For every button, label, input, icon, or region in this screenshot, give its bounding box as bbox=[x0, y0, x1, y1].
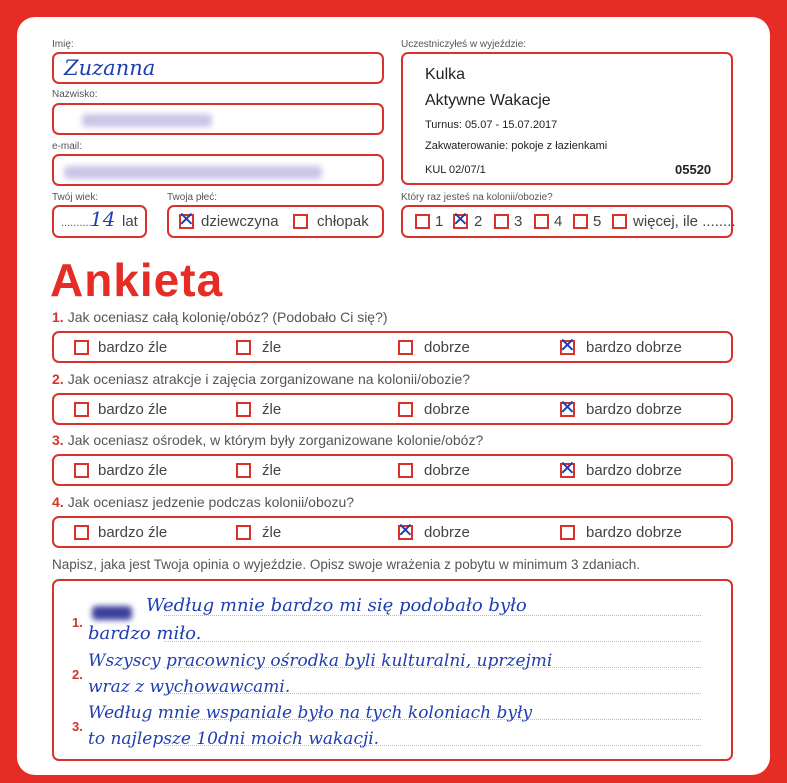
q3-checkbox-bad[interactable] bbox=[236, 463, 251, 478]
opinion-textarea[interactable] bbox=[52, 579, 733, 761]
ruled-line bbox=[164, 641, 701, 642]
first-name-label: Imię: bbox=[52, 39, 74, 50]
q1-checkbox-very-bad[interactable] bbox=[74, 340, 89, 355]
check-mark-icon: ✕ bbox=[559, 333, 576, 357]
check-mark-icon: ✕ bbox=[178, 207, 195, 231]
opinion-line-5: Według mnie wspaniale było na tych koloniach były bbox=[88, 703, 533, 723]
question-text: Jak oceniasz ośrodek, w którym były zorganizowane kolonie/obóz? bbox=[67, 432, 484, 448]
gender-field bbox=[167, 205, 384, 238]
opinion-line-4: wraz z wychowawcami. bbox=[88, 677, 291, 697]
rating-option-label: źle bbox=[262, 339, 282, 356]
question-number: 4. bbox=[52, 494, 64, 510]
opinion-line-2: bardzo miło. bbox=[88, 623, 202, 644]
q3-checkbox-very-good[interactable] bbox=[559, 456, 576, 480]
gender-checkbox-girl[interactable] bbox=[178, 207, 195, 231]
times-checkbox-2[interactable] bbox=[452, 207, 469, 231]
rating-option-label: bardzo źle bbox=[98, 339, 168, 356]
check-mark-icon: ✕ bbox=[397, 518, 414, 542]
q3-checkbox-very-bad[interactable] bbox=[74, 463, 89, 478]
rating-option-label: dobrze bbox=[424, 524, 470, 541]
times-option-more: więcej, ile ........ bbox=[633, 213, 736, 230]
rating-option-label: źle bbox=[262, 462, 282, 479]
question-text: Jak oceniasz atrakcje i zajęcia zorganizowane na kolonii/obozie? bbox=[67, 371, 471, 387]
age-field[interactable] bbox=[52, 205, 147, 238]
page-title: Ankieta bbox=[50, 254, 224, 306]
times-checkbox-more[interactable] bbox=[612, 214, 627, 229]
rating-option-label: źle bbox=[262, 401, 282, 418]
camp-turnus: Turnus: 05.07 - 15.07.2017 bbox=[425, 119, 558, 131]
q1-checkbox-very-good[interactable] bbox=[559, 333, 576, 357]
q2-checkbox-good[interactable] bbox=[398, 402, 413, 417]
rating-option-label: dobrze bbox=[424, 462, 470, 479]
rating-option-label: źle bbox=[262, 524, 282, 541]
rating-option-label: bardzo dobrze bbox=[586, 339, 682, 356]
q4-checkbox-good[interactable] bbox=[397, 518, 414, 542]
question-text: Jak oceniasz całą kolonię/obóz? (Podobało Ci się?) bbox=[67, 309, 388, 325]
rating-option-label: dobrze bbox=[424, 339, 470, 356]
survey-sheet bbox=[17, 17, 770, 775]
question-1 bbox=[52, 309, 388, 325]
question-number: 2. bbox=[52, 371, 64, 387]
camp-number: 05520 bbox=[675, 162, 712, 177]
last-name-field[interactable] bbox=[52, 103, 384, 135]
question-number: 3. bbox=[52, 432, 64, 448]
gender-option-girl: dziewczyna bbox=[201, 213, 279, 230]
opinion-line-6: to najlepsze 10dni moich wakacji. bbox=[88, 729, 380, 749]
age-label: Twój wiek: bbox=[52, 192, 99, 203]
camp-name: Kulka bbox=[425, 66, 466, 83]
check-mark-icon: ✕ bbox=[559, 395, 576, 419]
gender-checkbox-boy[interactable] bbox=[293, 214, 308, 229]
q2-checkbox-very-bad[interactable] bbox=[74, 402, 89, 417]
rating-option-label: bardzo źle bbox=[98, 462, 168, 479]
check-mark-icon: ✕ bbox=[452, 207, 469, 231]
camp-accommodation: Zakwaterowanie: pokoje z łazienkami bbox=[425, 140, 608, 152]
email-label: e-mail: bbox=[52, 141, 83, 152]
times-field bbox=[401, 205, 736, 238]
gender-label: Twoja płeć: bbox=[167, 192, 218, 203]
redacted-last-name bbox=[82, 114, 212, 127]
rating-row-4 bbox=[52, 516, 733, 548]
rating-row-3 bbox=[52, 454, 733, 486]
opinion-number: 2. bbox=[72, 667, 83, 682]
times-option-4: 4 bbox=[554, 213, 563, 230]
first-name-field[interactable] bbox=[52, 52, 384, 84]
times-label: Który raz jesteś na kolonii/obozie? bbox=[401, 192, 553, 203]
redacted-email bbox=[64, 166, 322, 179]
q1-checkbox-bad[interactable] bbox=[236, 340, 251, 355]
q1-checkbox-good[interactable] bbox=[398, 340, 413, 355]
times-option-1: 1 bbox=[435, 213, 444, 230]
q3-checkbox-good[interactable] bbox=[398, 463, 413, 478]
age-unit: lat bbox=[122, 213, 138, 230]
q2-checkbox-very-good[interactable] bbox=[559, 395, 576, 419]
times-checkbox-5[interactable] bbox=[573, 214, 588, 229]
check-mark-icon: ✕ bbox=[559, 456, 576, 480]
redacted-mark bbox=[92, 606, 132, 620]
question-2 bbox=[52, 371, 470, 387]
last-name-label: Nazwisko: bbox=[52, 89, 98, 100]
times-checkbox-4[interactable] bbox=[534, 214, 549, 229]
times-checkbox-1[interactable] bbox=[415, 214, 430, 229]
times-option-3: 3 bbox=[514, 213, 523, 230]
email-field[interactable] bbox=[52, 154, 384, 186]
age-value: 14 bbox=[90, 207, 116, 231]
question-3 bbox=[52, 432, 483, 448]
rating-option-label: dobrze bbox=[424, 401, 470, 418]
times-checkbox-3[interactable] bbox=[494, 214, 509, 229]
rating-option-label: bardzo źle bbox=[98, 401, 168, 418]
opinion-number: 3. bbox=[72, 719, 83, 734]
rating-option-label: bardzo dobrze bbox=[586, 524, 682, 541]
age-dots: .......... bbox=[61, 217, 92, 229]
opinion-line-3: Wszyscy pracownicy ośrodka byli kulturalni, uprzejmi bbox=[88, 651, 553, 671]
rating-option-label: bardzo dobrze bbox=[586, 401, 682, 418]
opinion-prompt: Napisz, jaka jest Twoja opinia o wyjeździe. Opisz swoje wrażenia z pobytu w minimum 3 zdaniach. bbox=[52, 557, 641, 572]
camp-program: Aktywne Wakacje bbox=[425, 92, 551, 109]
q2-checkbox-bad[interactable] bbox=[236, 402, 251, 417]
gender-option-boy: chłopak bbox=[317, 213, 369, 230]
rating-row-1 bbox=[52, 331, 733, 363]
times-option-5: 5 bbox=[593, 213, 602, 230]
rating-option-label: bardzo źle bbox=[98, 524, 168, 541]
camp-code: KUL 02/07/1 bbox=[425, 164, 486, 176]
times-option-2: 2 bbox=[474, 213, 483, 230]
rating-row-2 bbox=[52, 393, 733, 425]
first-name-value: Zuzanna bbox=[64, 56, 156, 80]
question-number: 1. bbox=[52, 309, 64, 325]
q4-checkbox-very-good[interactable] bbox=[560, 525, 575, 540]
question-text: Jak oceniasz jedzenie podczas kolonii/obozu? bbox=[67, 494, 355, 510]
participant-label: Uczestniczyłeś w wyjeździe: bbox=[401, 39, 527, 50]
camp-info-box bbox=[401, 52, 733, 185]
q4-checkbox-very-bad[interactable] bbox=[74, 525, 89, 540]
opinion-line-1: Według mnie bardzo mi się podobało było bbox=[146, 595, 527, 616]
rating-option-label: bardzo dobrze bbox=[586, 462, 682, 479]
q4-checkbox-bad[interactable] bbox=[236, 525, 251, 540]
opinion-number: 1. bbox=[72, 615, 83, 630]
question-4 bbox=[52, 494, 354, 510]
